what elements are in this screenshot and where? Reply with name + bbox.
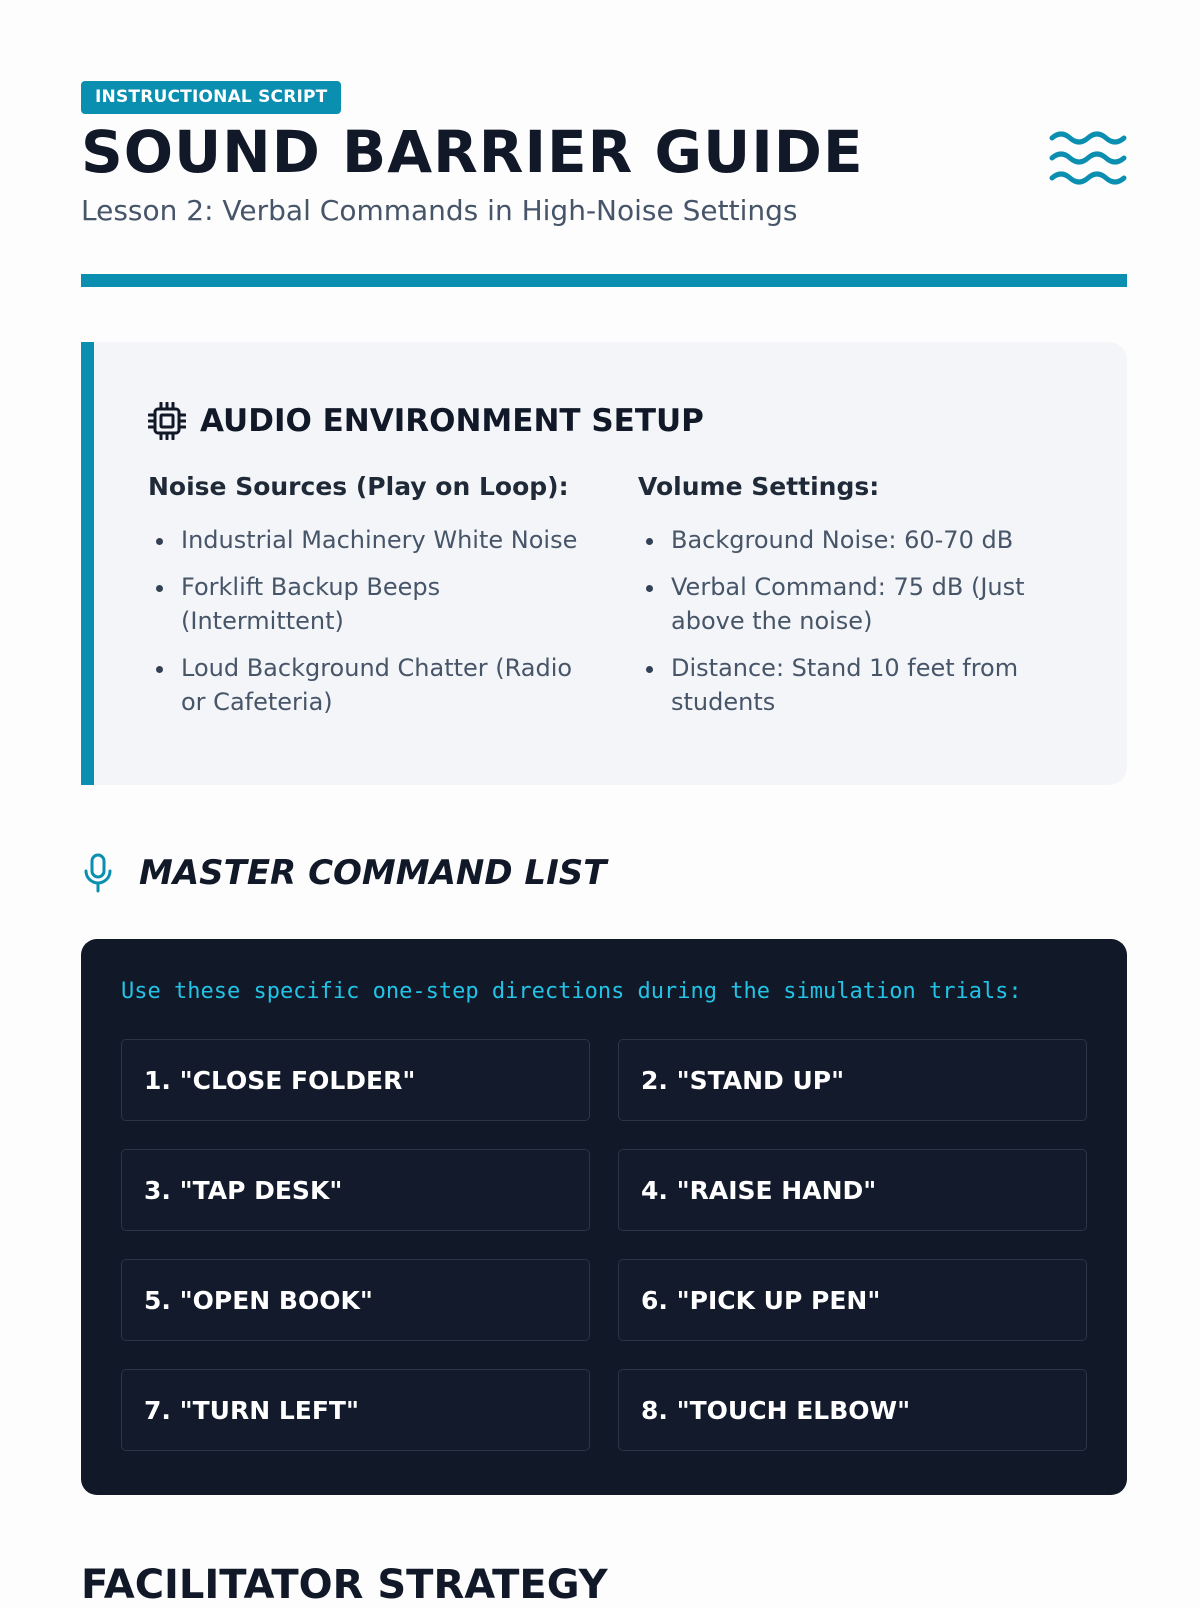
list-item: Background Noise: 60-70 dB	[671, 523, 1068, 557]
command-card: 1. "CLOSE FOLDER"	[121, 1039, 590, 1121]
list-item: Forklift Backup Beeps (Intermittent)	[181, 570, 578, 638]
chip-icon	[148, 402, 186, 440]
list-item: Loud Background Chatter (Radio or Cafeteria)	[181, 651, 578, 719]
volume-settings-list	[638, 523, 1068, 719]
list-item: Verbal Command: 75 dB (Just above the noise)	[671, 570, 1068, 638]
command-card: 7. "TURN LEFT"	[121, 1369, 590, 1451]
page-subtitle: Lesson 2: Verbal Commands in High-Noise Settings	[81, 194, 798, 227]
command-card: 5. "OPEN BOOK"	[121, 1259, 590, 1341]
command-card: 6. "PICK UP PEN"	[618, 1259, 1087, 1341]
list-item: Distance: Stand 10 feet from students	[671, 651, 1068, 719]
command-card: 8. "TOUCH ELBOW"	[618, 1369, 1087, 1451]
command-card: 2. "STAND UP"	[618, 1039, 1087, 1121]
doc-type-badge: INSTRUCTIONAL SCRIPT	[81, 81, 341, 114]
command-grid	[121, 1039, 1087, 1451]
facilitator-strategy-heading: FACILITATOR STRATEGY	[81, 1562, 608, 1608]
volume-settings-column	[638, 472, 1068, 732]
command-card: 4. "RAISE HAND"	[618, 1149, 1087, 1231]
command-list-heading	[81, 853, 606, 893]
audio-setup-heading	[148, 402, 704, 440]
noise-sources-list	[148, 523, 578, 719]
command-panel	[81, 939, 1127, 1495]
audio-setup-card	[81, 342, 1127, 785]
command-intro: Use these specific one-step directions during the simulation trials:	[121, 979, 1022, 1004]
waves-icon	[1049, 128, 1127, 188]
noise-sources-column	[148, 472, 578, 732]
microphone-icon	[81, 853, 117, 893]
list-item: Industrial Machinery White Noise	[181, 523, 578, 557]
command-card: 3. "TAP DESK"	[121, 1149, 590, 1231]
command-list-title: MASTER COMMAND LIST	[139, 853, 607, 893]
header-divider	[81, 274, 1127, 287]
volume-settings-heading: Volume Settings:	[638, 472, 880, 501]
page-title: SOUND BARRIER GUIDE	[81, 118, 864, 186]
noise-sources-heading: Noise Sources (Play on Loop):	[148, 472, 569, 501]
audio-setup-title: AUDIO ENVIRONMENT SETUP	[200, 403, 704, 439]
